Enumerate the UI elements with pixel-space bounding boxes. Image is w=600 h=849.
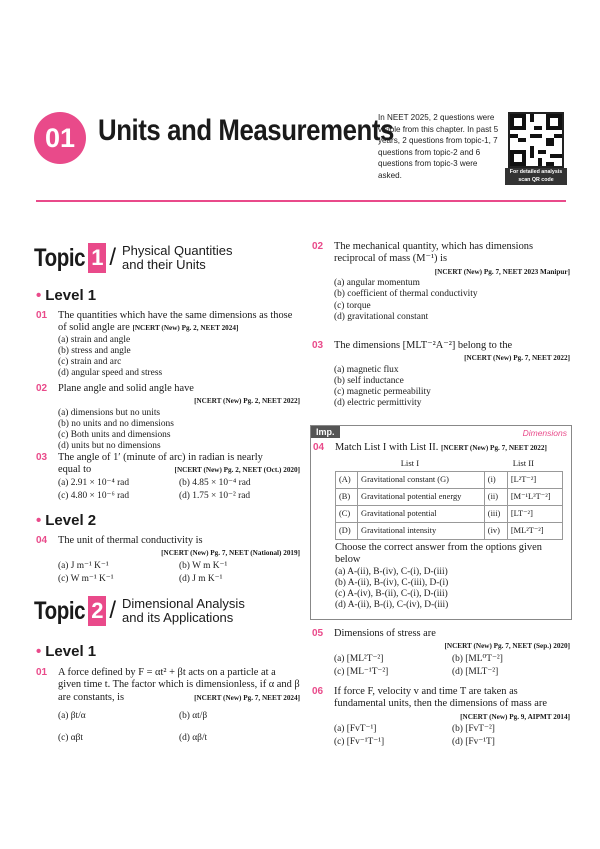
question-06-right: 06 If force F, velocity v and time T are taken as fundamental units, then the dimensions of mass are [NCERT (New) Pg. 9, AIPMT 2014] (a) [FvT⁻¹] (b) [FvT⁻²] (c) [Fv⁻¹T⁻¹] (d) [Fv⁻¹T] [312,686,570,748]
question-05-right: 05 Dimensions of stress are [NCERT (New) Pg. 7, NEET (Sep.) 2020] (a) [ML²T⁻²] (b) [ML⁰T⁻²] (c) [ML⁻¹T⁻²] (d) [MLT⁻²] [312,628,570,677]
topic-slash: / [109,244,116,271]
level-heading: • Level 1 [36,643,97,660]
topic-word: Topic [34,243,86,272]
question-04-right: 04 Match List I with List II. [NCERT (New) Pg. 7, NEET 2022] List I List II (A) Gravitational constant (G) (i) [L²T⁻²] (B) Gravitational potential energy (ii) [M⁻¹L³T⁻²] (C) Gravitational potential (iii) [LT⁻²] (D) Gravitational intensity (iv) [ML²T⁻²] Choose the correct answer from the options given below (a) A-(ii), B-(iv), C-(i), D-(iii) (b) A-(ii), B-(iv), C-(iii), D-(i) (c) A-(iv), B-(ii), C-(i), D-(iii) (d) A-(ii), B-(i), C-(iv), D-(iii) [313,442,569,611]
topic-number-badge: 1 [88,243,106,273]
imp-topic-tag: Dimensions [522,428,567,438]
question-02-right: 02 The mechanical quantity, which has dimensions reciprocal of mass (M⁻¹) is [NCERT (New) Pg. 7, NEET 2023 Manipur] (a) angular momentum (b) coefficient of thermal conductivity (c) torque (d) gravitational constant [312,241,570,322]
question-03: 03 The angle of 1′ (minute of arc) in radian is nearly equal to [NCERT (New) Pg. 2, NEET (Oct.) 2020] (a) 2.91 × 10⁻⁴ rad (b) 4.85 × 10⁻⁴ rad (c) 4.80 × 10⁻⁶ rad (d) 1.75 × 10⁻² rad [36,452,300,501]
question-01: 01 The quantities which have the same dimensions as those of solid angle are [NCERT (New) Pg. 2, NEET 2024] (a) strain and angle (b) stress and angle (c) strain and arc (d) angular speed and stress [36,310,293,379]
question-03-right: 03 The dimensions [MLT⁻²A⁻²] belong to the [NCERT (New) Pg. 7, NEET 2022] (a) magnetic flux (b) self inductance (c) magnetic permeability (d) electric permittivity [312,340,570,409]
qr-caption: For detailed analysis scan QR code [505,168,567,185]
question-02: 02 Plane angle and solid angle have [NCERT (New) Pg. 2, NEET 2022] (a) dimensions but no units (b) no units and no dimensions (c) Both units and dimensions (d) units but no dimensions [36,383,300,452]
topic-word: Topic [34,596,86,625]
topic-2-heading [34,596,245,626]
question-topic2-01: 01 A force defined by F = αt² + βt acts on a particle at a given time t. The factor which is dimensionless, if α and β are constants, is [NCERT (New) Pg. 7, NEET 2024] (a) βt/α (b) αt/β (c) αβt (d) αβ/t [36,667,300,743]
level-heading: • Level 1 [36,287,97,304]
question-04: 04 The unit of thermal conductivity is [NCERT (New) Pg. 7, NEET (National) 2019] (a) J m⁻¹ K⁻¹ (b) W m K⁻¹ (c) W m⁻¹ K⁻¹ (d) J m K⁻¹ [36,535,300,584]
chapter-header [0,0,600,205]
imp-badge: Imp. [311,426,340,438]
topic-slash: / [109,597,116,624]
level-heading: • Level 2 [36,512,97,529]
topic-number-badge: 2 [88,596,106,626]
chapter-number-badge: 01 [34,112,86,164]
chapter-title: Units and Measurements [98,114,394,147]
topic-1-heading [34,243,233,273]
topic-subtitle: Physical Quantities and their Units [121,243,233,272]
match-table: List I List II (A) Gravitational constant (G) (i) [L²T⁻²] (B) Gravitational potential energy (ii) [M⁻¹L³T⁻²] (C) Gravitational potential (iii) [LT⁻²] (D) Gravitational intensity (iv) [ML²T⁻²] [335,456,563,539]
qr-code-icon[interactable] [508,112,564,168]
chapter-intro: In NEET 2025, 2 questions were visible from this chapter. In past 5 years, 2 questions from topic-1, 7 questions from topic-2 and 6 questions from topic-3 were asked. [378,113,499,180]
header-divider [36,200,566,202]
important-question-box [310,425,572,620]
topic-subtitle: Dimensional Analysis and its Applications [121,596,245,625]
